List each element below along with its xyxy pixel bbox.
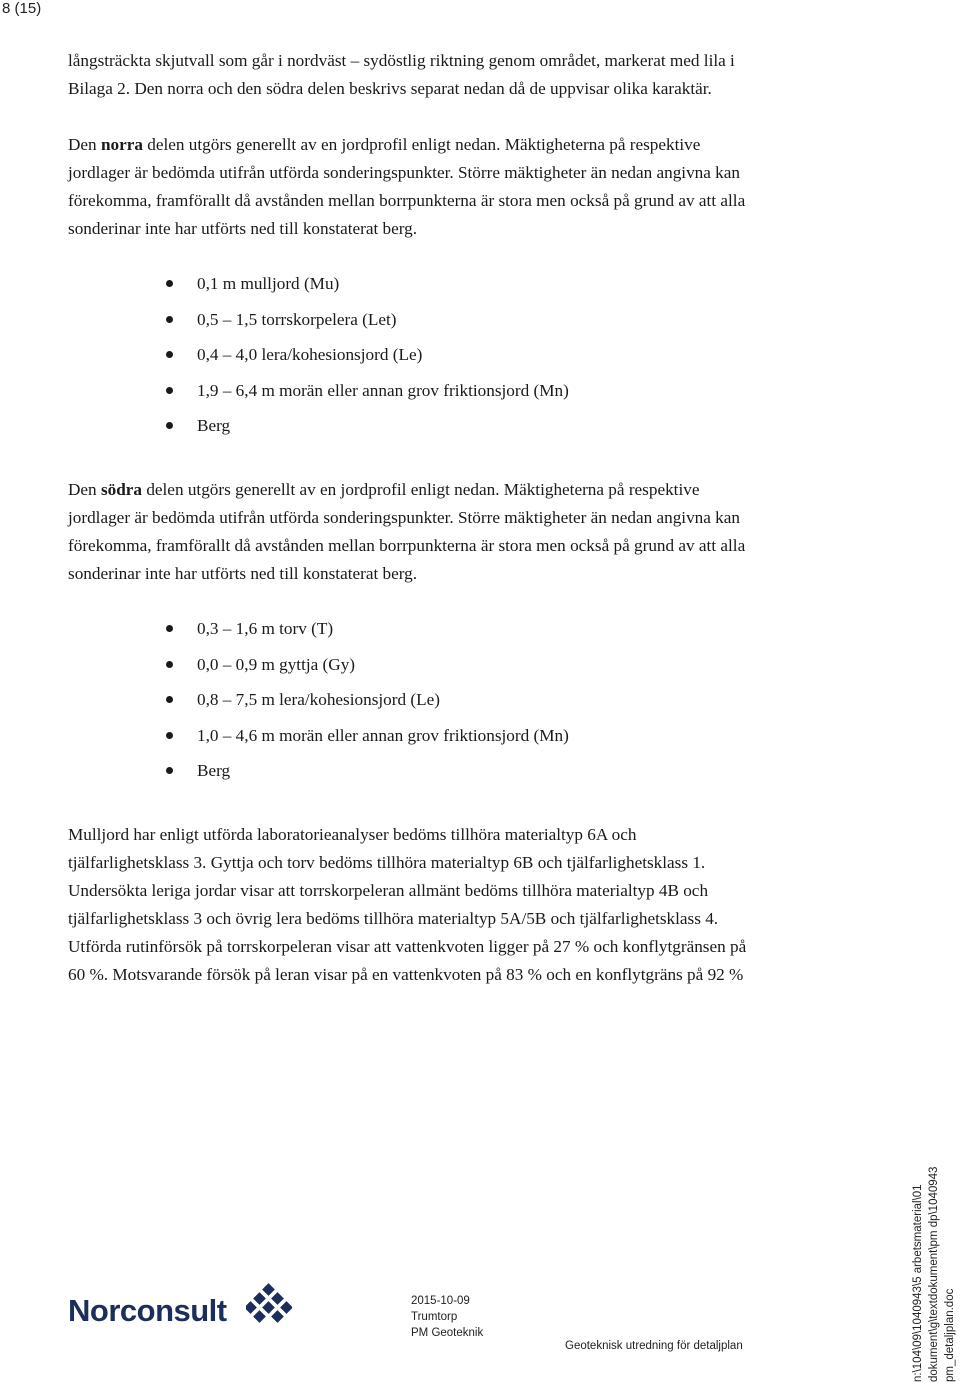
south-text-start: Den: [68, 479, 101, 499]
list-item: [68, 270, 748, 306]
north-layer-list: [68, 270, 748, 448]
list-item: [68, 306, 748, 342]
south-layer-list: [68, 615, 748, 793]
list-item: [68, 412, 748, 448]
path-line: n:\104\09\1040943\5 arbetsmaterial\01: [912, 1184, 924, 1382]
bullet-icon: [166, 732, 173, 739]
bullet-icon: [166, 767, 173, 774]
bullet-icon: [166, 387, 173, 394]
intro-paragraph: långsträckta skjutvall som går i nordväst – sydöstlig riktning genom området, markerat med lila i Bilaga 2. Den norra och den södra delen beskrivs separat nedan då de uppvisar olika karaktär.: [68, 51, 735, 98]
layer-text: 0,3 – 1,6 m torv (T): [197, 618, 334, 638]
layer-text: 0,0 – 0,9 m gyttja (Gy): [197, 654, 356, 674]
bullet-icon: [166, 280, 173, 287]
list-item: [68, 757, 748, 793]
conclusion-paragraph: Mulljord har enligt utförda laboratorieanalyser bedöms tillhöra materialtyp 6A och tjälfarlighetsklass 3. Gyttja och torv bedöms tillhöra materialtyp 6B och tjälfarlighetsklass 1. Undersökta leriga jordar visar att torrskorpeleran allmänt bedöms tillhöra materialtyp 4B och tjälfarlighetsklass 3 och övrig lera bedöms tillhöra materialtyp 5A/5B och tjälfarlighetsklass 4. Utförda rutinförsök på torrskorpeleran visar att vattenkvoten ligger på 27 % och konflytgränsen på 60 %. Motsvarande försök på leran visar på en vattenkvoten på 83 % och en konflytgräns på 92 %: [68, 824, 747, 984]
south-paragraph: [68, 476, 748, 588]
list-item: [68, 651, 748, 687]
page-number: 8 (15): [2, 0, 42, 17]
bullet-icon: [166, 422, 173, 429]
footer-doc-title: Geoteknisk utredning för detaljplan: [565, 1340, 743, 1352]
bullet-icon: [166, 625, 173, 632]
list-item: [68, 686, 748, 722]
south-bold: södra: [100, 479, 143, 499]
footer-department: PM Geoteknik: [411, 1327, 484, 1339]
bullet-icon: [166, 351, 173, 358]
layer-text: 1,0 – 4,6 m morän eller annan grov friktionsjord (Mn): [197, 725, 569, 745]
layer-text: 0,5 – 1,5 torrskorpelera (Let): [197, 309, 397, 329]
layer-text: 0,8 – 7,5 m lera/kohesionsjord (Le): [197, 690, 440, 710]
north-text-rest: delen utgörs generellt av en jordprofil enligt nedan. Mäktigheterna på respektive jordlager är bedömda utifrån utförda sonderingspunkter. Större mäktigheter än nedan angivna kan förekomma, framförallt då avstånden mellan borrpunkterna är stora men också på grund av att alla sonderinar inte har utförts ned till konstaterat berg.: [68, 135, 746, 238]
layer-text: Berg: [197, 416, 231, 436]
bullet-icon: [166, 696, 173, 703]
north-bold: norra: [100, 135, 143, 154]
footer-place: Trumtorp: [411, 1311, 458, 1323]
layer-text: Berg: [197, 761, 231, 781]
list-item: [68, 341, 748, 377]
list-item: [68, 615, 748, 651]
north-paragraph: [68, 131, 748, 243]
layer-text: 0,4 – 4,0 lera/kohesionsjord (Le): [197, 345, 423, 365]
footer-meta: [411, 1293, 483, 1341]
path-line: dokument\g\textdokument\pm dp\1040943: [928, 1166, 940, 1382]
layer-text: 0,1 m mulljord (Mu): [197, 274, 340, 293]
list-item: [68, 377, 748, 413]
bullet-icon: [166, 661, 173, 668]
south-text-rest: delen utgörs generellt av en jordprofil enligt nedan. Mäktigheterna på respektive jordlager är bedömda utifrån utförda sonderingspunkter. Större mäktigheter än nedan angivna kan förekomma, framförallt då avstånden mellan borrpunkterna är stora men också på grund av att alla sonderinar inte har utförts ned till konstaterat berg.: [68, 479, 746, 583]
footer-file-path: [910, 1167, 958, 1382]
list-item: [68, 722, 748, 758]
layer-text: 1,9 – 6,4 m morän eller annan grov friktionsjord (Mn): [197, 380, 569, 400]
north-text-start: Den: [68, 135, 101, 154]
norconsult-diamond-icon: [246, 1283, 292, 1329]
logo-wordmark: Norconsult: [68, 1293, 227, 1328]
document-body: [68, 47, 748, 989]
path-line: pm_detaljplan.doc: [944, 1288, 956, 1382]
bullet-icon: [166, 316, 173, 323]
footer-date: 2015-10-09: [411, 1295, 470, 1307]
